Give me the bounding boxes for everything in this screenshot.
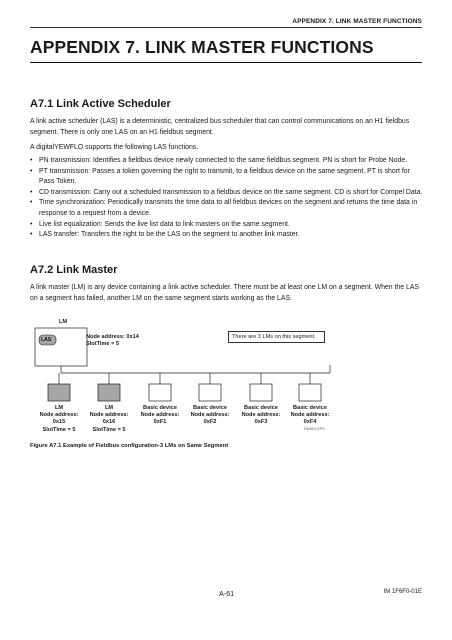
device-label: Basic device Node address: 0xF2	[190, 405, 230, 426]
las-label: LAS	[41, 337, 52, 343]
device-label: Basic device Node address: 0xF4	[290, 405, 330, 426]
basic-device-box	[250, 384, 272, 401]
list-item: • CD transmission: Carry out a scheduled transmission to a fieldbus device on the same segment. CD is short for Compel Data.	[30, 188, 424, 199]
list-item: • Time synchronization: Periodically transmits the time data to all fieldbus devices on the segment and returns the time data in response to a request from a device.	[30, 198, 424, 219]
basic-device-box	[299, 384, 321, 401]
top-lm-label: LM	[59, 319, 68, 325]
device-label: LM Node address: 0x16 SlotTime = 5	[89, 405, 129, 433]
page-title: APPENDIX 7. LINK MASTER FUNCTIONS	[30, 37, 374, 57]
document-id: IM 1F6F0-01E	[383, 589, 422, 595]
section1-paragraph-2: A digitalYEWFLO supports the following LAS functions.	[30, 144, 199, 151]
header-rule	[30, 27, 422, 28]
top-lm-slot-time: SlotTime = 5	[86, 341, 120, 347]
section-title-a7-1: A7.1 Link Active Scheduler	[30, 98, 171, 110]
list-item: • LAS transfer: Transfers the right to be the LAS on the segment to another link master.	[30, 230, 424, 241]
las-function-list	[30, 156, 424, 241]
section-title-a7-2: A7.2 Link Master	[30, 264, 118, 276]
list-item: • PN transmission: Identifies a fieldbus device newly connected to the same fieldbus segment. PN is short for Probe Node.	[30, 156, 424, 167]
lm-device-box	[98, 384, 120, 401]
lm-count-callout: There are 3 LMs on this segment.	[228, 331, 325, 343]
basic-device-box	[149, 384, 171, 401]
fieldbus-diagram	[30, 318, 422, 436]
device-label: LM Node address: 0x15 SlotTime = 5	[39, 405, 79, 433]
list-item: • Live list equalization: Sends the live list data to link masters on the same segment.	[30, 220, 424, 231]
device-label: Basic device Node address: 0xF1	[140, 405, 180, 426]
lm-device-box	[48, 384, 70, 401]
figure-caption: Figure A7.1 Example of Fieldbus configuration-3 LMs on Same Segment	[30, 443, 229, 449]
section2-paragraph-1: A link master (LM) is any device containing a link active scheduler. There must be at least one LM on a segment. When the LAS on a segment has failed, another LM on the same segment starts working as the LAS.	[30, 284, 420, 302]
device-label: Basic device Node address: 0xF3	[241, 405, 281, 426]
section1-paragraph-1: A link active scheduler (LAS) is a deterministic, centralized bus scheduler that can control communications on an H1 fieldbus segment. There is only one LAS on an H1 fieldbus segment.	[30, 118, 410, 136]
page-number: A-61	[219, 589, 235, 598]
top-lm-node-address: Node address: 0x14	[86, 334, 139, 340]
running-head: APPENDIX 7. LINK MASTER FUNCTIONS	[292, 18, 422, 25]
figure-id: FA0601.EPS	[304, 427, 325, 431]
lm-device-box	[35, 328, 87, 366]
list-item: • PT transmission: Passes a token governing the right to transmit, to a fieldbus device on the same segment. PT is short for Pass Token.	[30, 167, 424, 188]
basic-device-box	[199, 384, 221, 401]
title-rule	[30, 62, 422, 63]
